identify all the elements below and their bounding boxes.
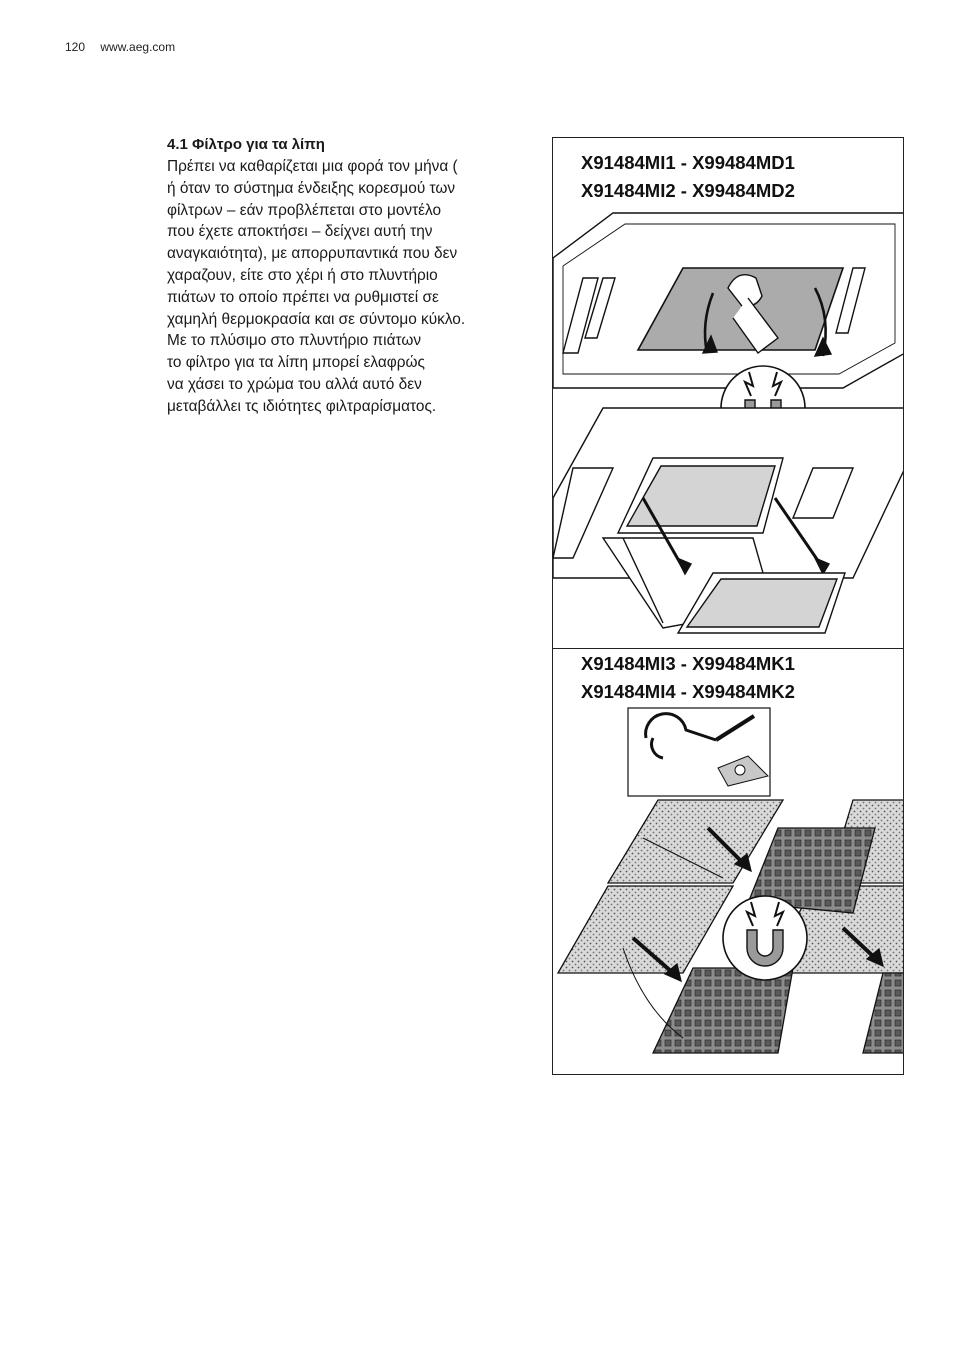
hood-frame-filter-drawing	[553, 408, 904, 633]
section-title: 4.1 Φίλτρο για τα λίπη	[167, 136, 325, 153]
panel2-model-label	[581, 650, 795, 706]
hook-inset	[628, 708, 770, 796]
hood-top-drawing	[553, 213, 904, 388]
model-line: X91484MI4 - X99484MK2	[581, 681, 795, 702]
filter-instruction-figure	[552, 137, 904, 1075]
body-line: ή όταν το σύστημα ένδειξης κορεσμού των	[167, 179, 456, 197]
website-url: www.aeg.com	[100, 40, 176, 54]
figure-illustrations	[553, 138, 904, 1075]
body-line: που έχετε αποκτήσει – δείχνει αυτή την	[167, 223, 433, 241]
model-line: X91484MI2 - X99484MD2	[581, 180, 795, 201]
body-line: φίλτρων – εάν προβλέπεται στο μοντέλο	[167, 201, 442, 219]
body-line: Με το πλύσιμο στο πλυντήριο πιάτων	[167, 332, 422, 350]
body-line: Πρέπει να καθαρίζεται μια φορά τον μήνα (	[167, 158, 458, 175]
grease-filter-section	[167, 134, 537, 418]
body-line: μεταβάλλει τς ιδιότητες φιλτραρίσματος.	[167, 397, 437, 415]
page-number: 120	[65, 40, 86, 54]
section-body	[167, 156, 537, 418]
body-line: πιάτων το οποίο πρέπει να ρυθμιστεί σε	[167, 288, 439, 306]
body-line: χαραζουν, είτε στο χέρι ή στο πλυντήριο	[167, 266, 438, 284]
page-header	[65, 40, 175, 54]
body-line: το φίλτρο για τα λίπη μπορεί ελαφρώς	[167, 354, 425, 372]
magnet-icon	[723, 896, 807, 980]
body-line: αναγκαιότητα), με απορρυπαντικά που δεν	[167, 245, 458, 263]
model-line: X91484MI3 - X99484MK1	[581, 653, 795, 674]
panel-divider	[553, 648, 904, 649]
body-line: χαμηλή θερμοκρασία και σε σύντομο κύκλο.	[167, 310, 466, 328]
panel1-model-label	[581, 149, 795, 205]
body-line: να χάσει το χρώμα του αλλά αυτό δεν	[167, 375, 422, 393]
model-line: X91484MI1 - X99484MD1	[581, 152, 795, 173]
